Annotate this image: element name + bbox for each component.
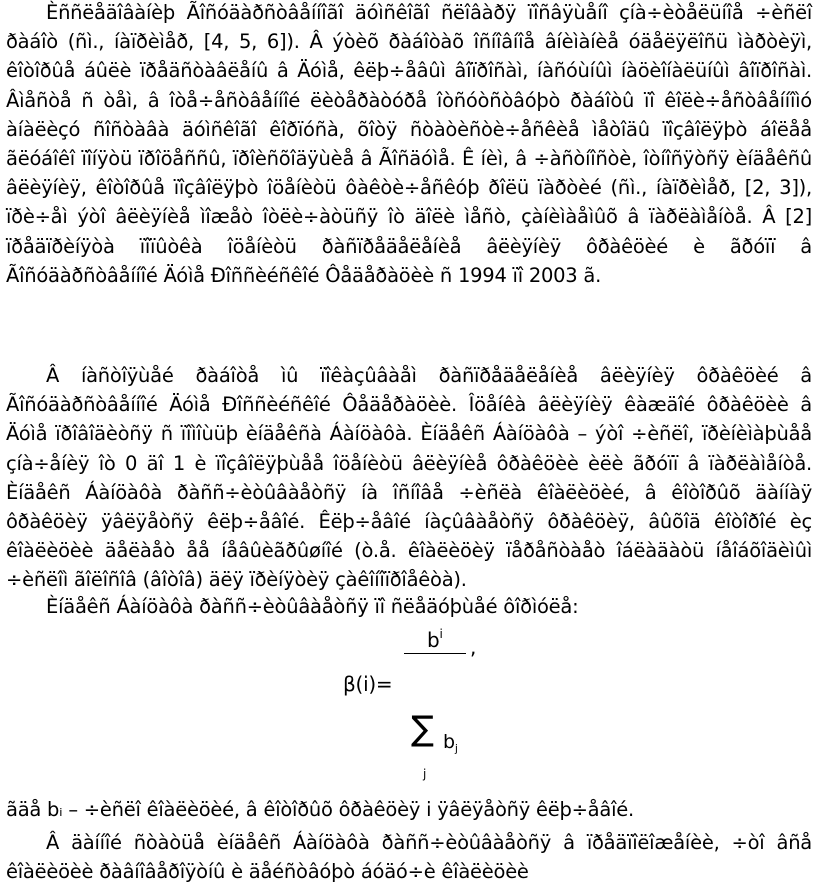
fraction-bar [404, 653, 466, 654]
paragraph-where: ãäå bᵢ – ÷èñëî êîàëèöèé, â êîòîðûõ ôðàêöèÿ i ÿâëÿåòñÿ êëþ÷åâîé. [6, 798, 634, 821]
paragraph-formula-intro: Èíäåêñ Áàíöàôà ðàññ÷èòûâàåòñÿ ïî ñëåäóþùåé ôîðìóëå: [46, 595, 579, 618]
paragraph-intro: Èññëåäîâàíèþ Ãîñóäàðñòâåííîãî äóìñêîãî ñëîâàðÿ ïîñâÿùåíî çíà÷èòåëüíîå ÷èñëî ðàáîò (ñì., íàïðèìåð, [4, 5, 6]). Â ýòèõ ðàáîòàõ îñíîâíîå âíèìàíèå óäåëÿëîñü ìàðòèÿì, êîòîðûå áûëè ïðåäñòàâëåíû â Äóìå, êëþ÷åâûì âîïðîñàì, íàñóùíûì íàöèîíàëüíûì âîïðîñàì. Âìåñòå ñ òåì, â îòå÷åñòâåííîé ëèòåðàòóðå îòñóòñòâóþò ðàáîòû ïî êîëè÷åñòâåííîìó àíàëèçó ñîñòàâà äóìñêîãî êîðïóñà, õîòÿ ñòàòèñòè÷åñêèå ìåòîäû ïîçâîëÿþò áîëåå ãëóáîêî ïîíÿòü ïðîöåññû, ïðîèñõîäÿùèå â Ãîñäóìå. Ê íèì, â ÷àñòíîñòè, îòíîñÿòñÿ èíäåêñû âëèÿíèÿ, êîòîðûå ïîçâîëÿþò îöåíèòü ôàêòè÷åñêóþ ðîëü ïàðòèé (ñì., íàïðèìåð, [2, 3]), ïðè÷åì ýòî âëèÿíèå ìîæåò îòëè÷àòüñÿ îò äîëè ìåñò, çàíèìàåìûõ â ïàðëàìåíòå. Â [2] ïðåäïðèíÿòà ïîïûòêà îöåíèòü ðàñïðåäåëåíèå âëèÿíèÿ ôðàêöèé è ãðóïï â Ãîñóäàðñòâåííîé Äóìå Ðîññèéñêîé Ôåäåðàöèè ñ 1994 ïî 2003 ã. [6, 1, 812, 287]
formula-lhs: β(i)= [343, 672, 393, 696]
denominator-base: b [443, 731, 455, 753]
paragraph-method: Â íàñòîÿùåé ðàáîòå ìû ïîêàçûâàåì ðàñïðåäåëåíèå âëèÿíèÿ ôðàêöèé â Ãîñóäàðñòâåííîé Äóìå Ðîññèéñêîé Ôåäåðàöèè. Îöåíêà âëèÿíèÿ êàæäîé ôðàêöèè â Äóìå ïðîâîäèòñÿ ñ ïîìîùüþ èíäåêñà Áàíöàôà. Èíäåêñ Áàíöàôà – ýòî ÷èñëî, ïðèíèìàþùåå çíà÷åíèÿ îò 0 äî 1 è ïîçâîëÿþùåå îöåíèòü âëèÿíèå ôðàêöèè èëè ãðóïï â ïàðëàìåíòå. Èíäåêñ Áàíöàôà ðàññ÷èòûâàåòñÿ íà îñíîâå ÷èñëà êîàëèöèé, â êîòîðûõ äàííàÿ ôðàêöèÿ ÿâëÿåòñÿ êëþ÷åâîé. Êëþ÷åâîé íàçûâàåòñÿ ôðàêöèÿ, âûõîä êîòîðîé èç êîàëèöèè äåëàåò åå íåâûèãðûøíîé (ò.å. êîàëèöèÿ ïåðåñòàåò îáëàäàòü íåîáõîäèìûì ÷èñëîì ãîëîñîâ (âîòîâ) äëÿ ïðèíÿòèÿ çàêîíîïðîåêòà). [6, 364, 812, 592]
denominator-subscript: j [454, 742, 458, 755]
formula-comma: , [470, 635, 477, 659]
summation-index: j [423, 767, 427, 781]
formula-denominator [443, 728, 458, 759]
numerator-base: b [427, 628, 440, 652]
summation-symbol: ∑ [411, 709, 434, 749]
paragraph-assumption: Â äàííîé ñòàòüå èíäåêñ Áàíöàôà ðàññ÷èòûâàåòñÿ â ïðåäïîëîæåíèè, ÷òî âñå êîàëèöèè ðàâíîâåðîÿòíû è äåéñòâóþò áóäó÷è êîàëèöèè [6, 831, 812, 884]
numerator-superscript: i [439, 627, 443, 641]
